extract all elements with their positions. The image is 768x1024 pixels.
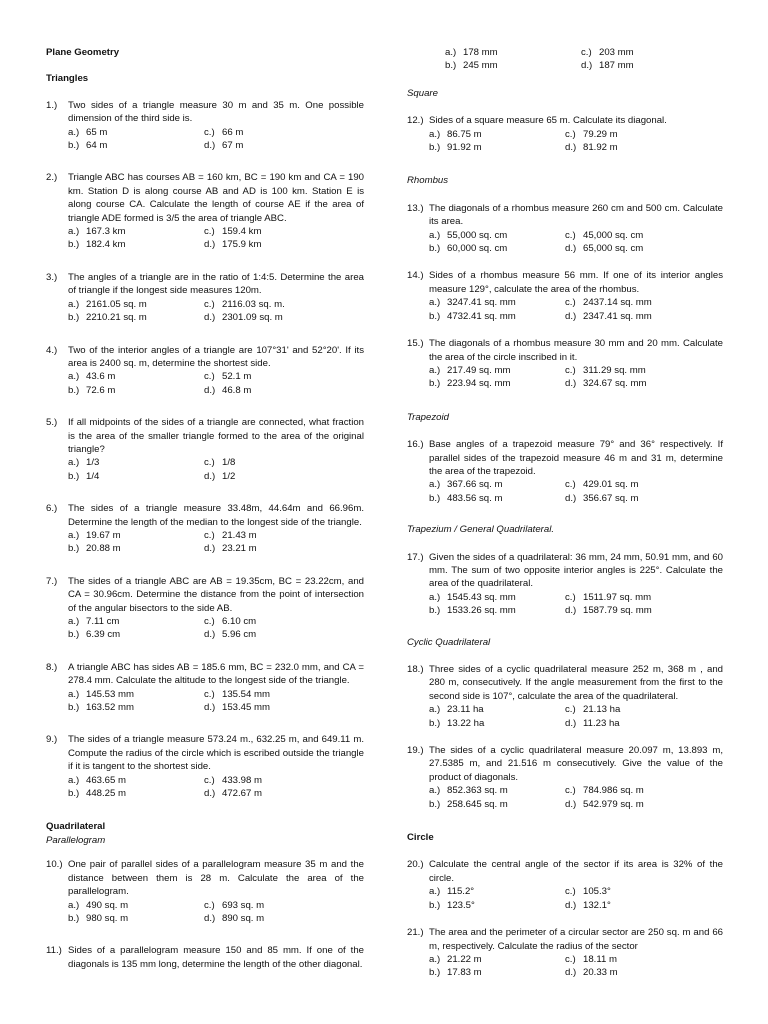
choice-b: 91.92 m [447, 142, 482, 154]
choice-a: 21.22 m [447, 953, 482, 965]
choice-d: 1587.79 sq. mm [583, 605, 652, 617]
question-number: 14.) [407, 270, 424, 282]
choice-letter: c.) [565, 229, 576, 241]
choice-c: 159.4 km [222, 226, 262, 238]
question-text: The angles of a triangle are in the ratio of 1:4:5. Determine the area of triangle if the longest side measures 120m. [68, 271, 364, 297]
choice-a: 178 mm [463, 47, 498, 58]
choice-letter: d.) [204, 702, 216, 714]
choice-letter: a.) [429, 591, 441, 603]
answer-choices [407, 229, 723, 256]
choice-letter: c.) [204, 371, 215, 383]
question-text-block [407, 438, 723, 478]
choice-b: 182.4 km [86, 239, 126, 251]
choice-letter: b.) [429, 142, 441, 154]
choice-letter: d.) [204, 470, 216, 482]
choice-letter: b.) [429, 899, 441, 911]
choice-letter: a.) [429, 886, 441, 898]
choice-letter: a.) [68, 899, 80, 911]
choice-letter: d.) [565, 605, 577, 617]
question-11 [46, 944, 364, 971]
question-text: A triangle ABC has sides AB = 185.6 mm, BC = 232.0 mm, and CA = 278.4 mm. Calculate the altitude to the longest side of the triangle. [68, 661, 364, 687]
question-7 [46, 575, 364, 642]
choice-letter: d.) [565, 378, 577, 390]
choice-letter: b.) [429, 717, 441, 729]
question-text-block [46, 344, 364, 371]
choice-a: 490 sq. m [86, 899, 129, 911]
choice-letter: b.) [429, 243, 441, 255]
question-text-block [46, 99, 364, 126]
choice-letter: c.) [204, 899, 215, 911]
choice-letter: d.) [581, 60, 593, 72]
question-number: 19.) [407, 745, 424, 757]
choice-letter: b.) [429, 310, 441, 322]
answer-choices [407, 296, 723, 323]
choice-c: 66 m [222, 126, 244, 138]
answer-choices [46, 529, 364, 556]
question-number: 13.) [407, 202, 424, 214]
question-text: Two sides of a triangle measure 30 m and 35 m. One possible dimension of the third side is. [68, 99, 364, 125]
question-12 [407, 114, 723, 154]
choice-c: 45,000 sq. cm [583, 229, 644, 241]
choice-letter: a.) [429, 479, 441, 491]
choice-letter: b.) [68, 702, 80, 714]
question-number: 20.) [407, 859, 424, 871]
question-text: The diagonals of a rhombus measure 30 mm and 20 mm. Calculate the area of the circle inscribed in it. [429, 338, 723, 363]
answer-choices [407, 478, 723, 505]
choice-letter: c.) [565, 591, 576, 603]
question-number: 21.) [407, 927, 424, 939]
question-text-block [407, 663, 723, 703]
question-text-block [46, 271, 364, 298]
question-text: Three sides of a cyclic quadrilateral measure 252 m, 368 m , and 280 m, consecutively. If the angle measurement from the first to the second side is 107°, calculate the area of the quadrilateral. [429, 664, 723, 702]
choice-letter: a.) [68, 774, 80, 786]
choice-letter: a.) [429, 704, 441, 716]
choice-letter: d.) [565, 967, 577, 979]
choice-c: 1/8 [222, 457, 236, 469]
subsection-trapezium: Trapezium / General Quadrilateral. [407, 524, 554, 536]
question-text-block [46, 944, 364, 971]
choice-letter: c.) [565, 128, 576, 140]
choice-c: 52.1 m [222, 371, 252, 383]
choice-letter: c.) [204, 616, 215, 627]
question-text: Base angles of a trapezoid measure 79° and 36° respectively. If parallel sides of the trapezoid measure 46 m and 31 m, determine the area of the trapezoid. [429, 439, 723, 477]
question-number: 12.) [407, 115, 424, 127]
answer-choices [407, 591, 723, 618]
question-text-block [407, 337, 723, 364]
page-heading: Plane Geometry [46, 47, 120, 58]
choice-a: 55,000 sq. cm [447, 229, 508, 241]
question-text: If all midpoints of the sides of a triangle are connected, what fraction is the area of the smaller triangle formed to the area of the original triangle? [68, 417, 364, 455]
choice-letter: c.) [565, 479, 576, 491]
section-triangles: Triangles [46, 73, 89, 85]
choice-letter: a.) [68, 616, 80, 627]
choice-b: 1/4 [86, 470, 100, 482]
question-text-block [407, 202, 723, 229]
question-text-block [46, 575, 364, 615]
choice-letter: a.) [68, 126, 80, 138]
question-text: The diagonals of a rhombus measure 260 cm and 500 cm. Calculate its area. [429, 202, 723, 228]
question-text: Sides of a parallelogram measure 150 and 85 mm. If one of the diagonals is 135 mm long, determine the length of the other diagonal. [68, 945, 364, 970]
choice-letter: c.) [565, 886, 576, 898]
choice-b: 258.645 sq. m [447, 798, 508, 810]
choice-d: 175.9 km [222, 239, 262, 251]
choice-b: 6.39 cm [86, 629, 121, 641]
choice-a: 86.75 m [447, 128, 482, 140]
choice-d: 11.23 ha [583, 717, 620, 729]
choice-letter: a.) [429, 297, 441, 309]
question-4 [46, 344, 364, 398]
choice-letter: a.) [429, 128, 441, 140]
choice-letter: b.) [68, 629, 80, 641]
question-number: 1.) [46, 99, 58, 111]
choice-letter: d.) [565, 717, 577, 729]
question-19 [407, 744, 723, 811]
answer-choices [46, 298, 364, 325]
question-text: Given the sides of a quadrilateral: 36 mm, 24 mm, 50.91 mm, and 60 mm. The sum of two opposite interior angles is 225°. Calculate the area of the quadrilateral. [429, 551, 723, 590]
choice-d: 324.67 sq. mm [583, 378, 647, 390]
choice-a: 367.66 sq. m [447, 479, 503, 491]
question-20 [407, 858, 723, 912]
subsection-parallelogram: Parallelogram [46, 834, 106, 846]
question-number: 18.) [407, 664, 424, 675]
choice-letter: a.) [429, 229, 441, 241]
question-number: 2.) [46, 172, 58, 184]
question-number: 9.) [46, 734, 58, 746]
answer-choices [46, 615, 364, 642]
choice-letter: b.) [429, 492, 441, 504]
choice-c: 18.11 m [583, 953, 617, 965]
choice-letter: c.) [204, 774, 215, 786]
choice-d: 65,000 sq. cm [583, 243, 644, 255]
answer-choices [46, 688, 364, 715]
choice-letter: a.) [429, 953, 441, 965]
choice-a: 43.6 m [86, 371, 116, 383]
question-text-block [407, 551, 723, 591]
choice-letter: a.) [68, 226, 80, 238]
question-number: 15.) [407, 338, 424, 350]
question-number: 4.) [46, 344, 58, 356]
choice-letter: c.) [204, 298, 215, 310]
choice-c: 429.01 sq. m [583, 479, 639, 491]
choice-letter: b.) [429, 605, 441, 617]
question-text: Two of the interior angles of a triangle are 107°31' and 52°20'. If its area is 2400 sq. m, determine the shortest side. [68, 344, 364, 369]
question-text-block [46, 733, 364, 773]
answer-choices [46, 774, 364, 801]
choice-c: 433.98 m [222, 774, 263, 786]
answer-choices [46, 899, 364, 926]
choice-letter: b.) [68, 312, 80, 324]
choice-d: 890 sq. m [222, 912, 265, 924]
choice-letter: b.) [68, 543, 80, 555]
choice-letter: d.) [204, 788, 216, 800]
question-17 [407, 551, 723, 618]
choice-letter: a.) [68, 688, 80, 700]
answer-choices [407, 953, 723, 980]
subsection-cyclic-quadrilateral: Cyclic Quadrilateral [407, 636, 491, 648]
question-13 [407, 202, 723, 256]
choice-a: 2161.05 sq. m [86, 298, 147, 310]
choice-c: 784.986 sq. m [583, 785, 644, 797]
choice-c: 21.13 ha [583, 704, 621, 716]
choice-letter: c.) [204, 126, 215, 138]
question-text: Sides of a rhombus measure 56 mm. If one of its interior angles measure 129°, calculate the area of the rhombus. [429, 270, 723, 295]
answer-choices [407, 885, 723, 912]
question-text-block [46, 171, 364, 225]
choice-letter: d.) [565, 243, 577, 255]
choice-d: 1/2 [222, 470, 236, 482]
choice-letter: d.) [204, 543, 216, 555]
choice-d: 472.67 m [222, 788, 263, 800]
question-text: Sides of a square measure 65 m. Calculate its diagonal. [429, 115, 667, 127]
choice-b: 13.22 ha [447, 717, 485, 729]
subsection-rhombus: Rhombus [407, 175, 449, 187]
choice-c: 311.29 sq. mm [583, 364, 646, 376]
choice-d: 187 mm [599, 60, 634, 72]
choice-c: 203 mm [599, 47, 634, 58]
question-number: 3.) [46, 271, 58, 283]
question-text: The sides of a triangle measure 573.24 m., 632.25 m, and 649.11 m. Compute the radius of the circle which is escribed outside the triangle if it is tangent to the shortest side. [68, 734, 364, 773]
left-column [46, 46, 364, 971]
question-text: The sides of a triangle ABC are AB = 19.35cm, BC = 23.22cm, and CA = 30.96cm. Determine the distance from the point of intersection of the angular bisectors to the side AB. [68, 575, 364, 614]
answer-choices [46, 225, 364, 252]
question-10 [46, 858, 364, 925]
choice-letter: b.) [429, 378, 441, 390]
choice-d: 46.8 m [222, 384, 252, 396]
choice-c: 693 sq. m [222, 899, 265, 911]
answer-choices [407, 784, 723, 811]
question-text-block [46, 416, 364, 456]
choice-letter: d.) [204, 384, 216, 396]
question-number: 16.) [407, 439, 424, 451]
choice-b: 17.83 m [447, 967, 482, 979]
question-18 [407, 663, 723, 730]
choice-b: 163.52 mm [86, 702, 134, 714]
choice-a: 852.363 sq. m [447, 785, 508, 797]
choice-b: 483.56 sq. m [447, 492, 503, 504]
choice-letter: d.) [204, 312, 216, 324]
choice-d: 81.92 m [583, 142, 618, 154]
choice-a: 167.3 km [86, 226, 126, 238]
question-21 [407, 926, 723, 980]
choice-d: 5.96 cm [222, 629, 257, 641]
choice-letter: b.) [68, 470, 80, 482]
question-8 [46, 661, 364, 715]
question-text-block [46, 661, 364, 688]
choice-letter: c.) [565, 953, 576, 965]
choice-letter: d.) [565, 492, 577, 504]
choice-letter: b.) [429, 798, 441, 810]
choice-b: 72.6 m [86, 384, 116, 396]
choice-a: 23.11 ha [447, 704, 484, 716]
answer-choices [46, 126, 364, 153]
choice-d: 2301.09 sq. m [222, 312, 283, 324]
question-text-block [407, 926, 723, 953]
choice-letter: b.) [68, 140, 80, 152]
choice-letter: d.) [565, 310, 577, 322]
choice-b: 1533.26 sq. mm [447, 605, 516, 617]
choice-letter: d.) [204, 912, 216, 924]
choice-d: 542.979 sq. m [583, 798, 644, 810]
choice-d: 23.21 m [222, 543, 257, 555]
choice-b: 245 mm [463, 60, 498, 72]
question-text-block [407, 114, 723, 127]
choice-c: 2437.14 sq. mm [583, 297, 652, 309]
choice-letter: d.) [565, 798, 577, 810]
question-text: The sides of a triangle measure 33.48m, 44.64m and 66.96m. Determine the length of the median to the longest side of the triangle. [68, 503, 364, 528]
section-circle: Circle [407, 832, 434, 844]
choice-letter: c.) [565, 704, 576, 716]
question-2 [46, 171, 364, 251]
choice-letter: d.) [204, 239, 216, 251]
answer-choices [407, 364, 723, 391]
choice-b: 980 sq. m [86, 912, 129, 924]
choice-letter: a.) [68, 298, 80, 310]
answer-choices [407, 703, 723, 730]
choice-letter: b.) [68, 788, 80, 800]
choice-letter: c.) [581, 47, 592, 58]
choice-a: 1/3 [86, 457, 100, 469]
choice-d: 356.67 sq. m [583, 492, 639, 504]
question-number: 6.) [46, 503, 58, 515]
choice-letter: c.) [565, 785, 576, 797]
answer-choices [407, 128, 723, 155]
question-number: 7.) [46, 575, 58, 587]
choice-letter: b.) [68, 384, 80, 396]
choice-letter: b.) [429, 967, 441, 979]
choice-a: 19.67 m [86, 529, 121, 541]
choice-letter: a.) [429, 785, 441, 797]
choice-letter: c.) [204, 688, 215, 700]
choice-letter: d.) [565, 899, 577, 911]
choice-b: 20.88 m [86, 543, 121, 555]
choice-letter: a.) [68, 457, 80, 469]
choice-c: 79.29 m [583, 128, 618, 140]
answer-choices [46, 370, 364, 397]
question-number: 17.) [407, 551, 424, 563]
answer-choices [46, 456, 364, 483]
choice-letter: c.) [565, 297, 576, 309]
question-14 [407, 269, 723, 323]
choice-letter: d.) [204, 140, 216, 152]
question-number: 8.) [46, 661, 58, 673]
question-number: 11.) [46, 945, 62, 957]
question-9 [46, 733, 364, 800]
choice-letter: c.) [204, 457, 215, 469]
choice-letter: a.) [68, 529, 80, 541]
question-text-block [46, 502, 364, 529]
choice-c: 1511.97 sq. mm [583, 591, 652, 603]
choice-d: 153.45 mm [222, 702, 270, 714]
question-15 [407, 337, 723, 391]
question-11-choices [407, 46, 723, 73]
choice-b: 223.94 sq. mm [447, 378, 511, 390]
choice-b: 60,000 sq. cm [447, 243, 508, 255]
choice-a: 463.65 m [86, 774, 127, 786]
choice-d: 132.1° [583, 899, 611, 911]
choice-a: 217.49 sq. mm [447, 364, 511, 376]
question-text: The sides of a cyclic quadrilateral measure 20.097 m, 13.893 m, 27.5385 m, and 21.516 m consecutively. Give the value of the product of diagonals. [429, 745, 723, 783]
right-column [407, 46, 723, 980]
choice-c: 135.54 mm [222, 688, 270, 700]
choice-letter: b.) [68, 239, 80, 251]
choice-c: 21.43 m [222, 529, 257, 541]
question-text: The area and the perimeter of a circular sector are 250 sq. m and 66 m, respectively. Calculate the radius of the sector [429, 927, 723, 952]
choice-letter: a.) [429, 364, 441, 376]
question-text: Calculate the central angle of the sector if its area is 32% of the circle. [429, 859, 723, 884]
choice-c: 2116.03 sq. m. [222, 298, 285, 310]
question-16 [407, 438, 723, 505]
choice-c: 105.3° [583, 886, 611, 898]
subsection-trapezoid: Trapezoid [407, 411, 449, 423]
question-text-block [407, 744, 723, 784]
choice-a: 1545.43 sq. mm [447, 591, 516, 603]
choice-d: 20.33 m [583, 967, 618, 979]
question-number: 5.) [46, 417, 58, 429]
choice-a: 65 m [86, 126, 108, 138]
choice-b: 2210.21 sq. m [86, 312, 147, 324]
choice-letter: c.) [204, 226, 215, 238]
choice-letter: b.) [68, 912, 80, 924]
question-5 [46, 416, 364, 483]
question-text-block [407, 269, 723, 296]
choice-a: 145.53 mm [86, 688, 134, 700]
question-text-block [46, 858, 364, 898]
section-quadrilateral: Quadrilateral [46, 821, 106, 833]
choice-letter: c.) [204, 529, 215, 541]
choice-letter: d.) [565, 142, 577, 154]
choice-letter: a.) [445, 47, 457, 58]
choice-letter: b.) [445, 60, 457, 72]
choice-letter: c.) [565, 364, 576, 376]
choice-d: 2347.41 sq. mm [583, 310, 652, 322]
question-text-block [407, 858, 723, 885]
choice-letter: d.) [204, 629, 216, 641]
choice-b: 123.5° [447, 899, 475, 911]
choice-a: 7.11 cm [86, 616, 120, 627]
question-1 [46, 99, 364, 153]
choice-c: 6.10 cm [222, 616, 257, 627]
choice-b: 4732.41 sq. mm [447, 310, 516, 322]
choice-b: 448.25 m [86, 788, 127, 800]
question-number: 10.) [46, 859, 63, 871]
question-text: One pair of parallel sides of a parallelogram measure 35 m and the distance between them is 28 m. Calculate the area of the parallelogram. [68, 859, 364, 898]
choice-a: 115.2° [447, 886, 475, 898]
choice-letter: a.) [68, 371, 80, 383]
question-3 [46, 271, 364, 325]
question-text: Triangle ABC has courses AB = 160 km, BC = 190 km and CA = 190 km. Station D is along course AB and AD is 100 km. Station E is along course CA. Calculate the length of course AE if the area of triangle ADE formed is 3/5 the area of triangle ABC. [68, 172, 364, 224]
choice-d: 67 m [222, 140, 244, 152]
question-6 [46, 502, 364, 556]
choice-a: 3247.41 sq. mm [447, 297, 516, 309]
choice-b: 64 m [86, 140, 108, 152]
subsection-square: Square [407, 87, 438, 99]
